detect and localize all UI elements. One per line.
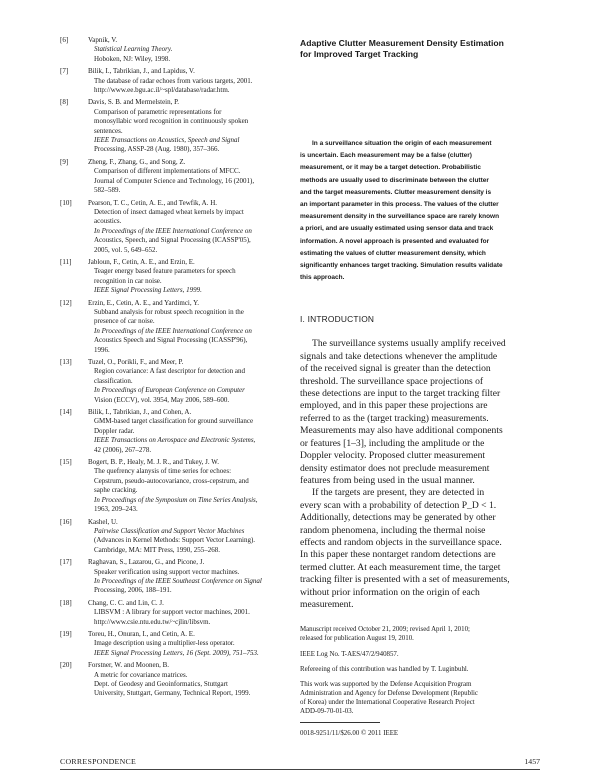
reference-line: The quefrency alanysis of time series for echoes: — [94, 467, 232, 476]
body-text — [300, 338, 540, 611]
reference-body — [88, 258, 282, 296]
reference-line: Bogert, B. P., Healy, M. J. R., and Tukey, J. W. — [88, 458, 219, 467]
body-line: density estimator does not preclude measurement — [300, 462, 490, 474]
page-footer — [60, 757, 540, 766]
reference-line: A metric for covariance matrices. — [94, 670, 188, 679]
article-title-line: Adaptive Clutter Measurement Density Estimation — [300, 38, 504, 48]
footnote-rule — [300, 722, 380, 723]
reference-line: Teager energy based feature parameters for speech — [94, 267, 236, 276]
reference-number: [19] — [60, 629, 72, 638]
reference-item — [60, 661, 282, 699]
reference-line: Erzin, E., Cetin, A. E., and Yardimci, Y. — [88, 298, 200, 307]
copyright-line: 0018-9251/11/$26.00 © 2011 IEEE — [300, 730, 399, 738]
abstract-line: information. A novel approach is presented and evaluated for — [300, 237, 490, 245]
reference-body — [88, 661, 282, 699]
body-line: random phenomena, including the thermal noise — [300, 524, 486, 536]
reference-line: Comparison of parametric representations for — [94, 107, 222, 116]
reference-body — [88, 98, 282, 154]
footnote-line: ADD-09-70-01-03. — [300, 708, 354, 716]
reference-line: Detection of insect damaged wheat kernels by impact — [94, 207, 244, 216]
reference-line: classification. — [94, 376, 133, 385]
reference-line: Processing, 2006, 188–191. — [94, 586, 172, 595]
reference-line: LIBSVM : A library for support vector machines, 2001. — [94, 608, 250, 617]
abstract-line: methods are usually used to discriminate between the clutter — [300, 176, 489, 184]
reference-line: In Proceedings of the IEEE Southeast Conference on Signal — [94, 576, 262, 585]
reference-body — [88, 458, 282, 514]
reference-line: Cepstrum, pseudo-autocovariance, cross-cepstrum, and — [94, 476, 249, 485]
reference-line: Cambridge, MA: MIT Press, 1990, 255–268. — [94, 545, 221, 554]
reference-line: Kashel, U. — [88, 517, 118, 526]
reference-line: Tuzel, O., Porikli, F., and Meer, P. — [88, 358, 184, 366]
footnote-line: released for publication August 19, 2010. — [300, 635, 414, 643]
reference-line: Comparison of different implementations of MFCC. — [94, 167, 241, 176]
body-line: If the targets are present, they are detected in — [312, 487, 485, 499]
abstract-line: significantly enhances target tracking. Simulation results validate — [300, 262, 503, 270]
reference-number: [8] — [60, 98, 69, 107]
reference-number: [9] — [60, 157, 69, 166]
reference-line: Bilik, I., Tabrikian, J., and Lapidus, V. — [88, 67, 195, 76]
body-line: Measurements may also have additional components — [300, 425, 503, 437]
body-line: Additionally, detections may be generated by other — [300, 512, 496, 524]
abstract-line: this approach. — [300, 274, 345, 282]
reference-list — [60, 36, 282, 702]
abstract-line: and the target measurements. Clutter measurement density is — [300, 188, 492, 196]
reference-line: Acoustics Speech and Signal Processing (ICASSP'96), — [94, 336, 248, 345]
reference-item — [60, 558, 282, 596]
reference-line: presence of car noise. — [94, 317, 155, 326]
footnote-line: of Korea) under the International Cooperative Research Project — [300, 698, 475, 706]
article-title-line: for Improved Target Tracking — [300, 49, 419, 59]
reference-number: [14] — [60, 408, 72, 417]
reference-body — [88, 558, 282, 596]
reference-body — [88, 36, 282, 64]
reference-number: [10] — [60, 198, 72, 207]
reference-body — [88, 199, 282, 255]
page-number: 1457 — [524, 757, 540, 766]
body-line: these detections are input to the target tracking filter — [300, 388, 501, 400]
reference-line: Pearson, T. C., Cetin, A. E., and Tewfik, A. H. — [88, 198, 218, 207]
reference-line: http://www.ee.bgu.ac.il/~spl/database/radar.htm. — [94, 86, 230, 95]
reference-line: Vision (ECCV), vol. 3954, May 2006, 589–600. — [94, 395, 230, 404]
reference-item — [60, 518, 282, 556]
reference-line: 582–589. — [94, 186, 121, 195]
reference-line: GMM-based target classification for ground surveillance — [94, 417, 254, 426]
footnotes — [300, 625, 540, 716]
footnote-paragraph — [300, 680, 540, 716]
reference-line: The database of radar echoes from various targets, 2001. — [94, 76, 253, 85]
body-line: of the received signal is greater than the detection — [300, 363, 491, 375]
reference-line: In Proceedings of the Symposium on Time Series Analysis, — [94, 495, 258, 504]
abstract — [300, 138, 540, 284]
reference-item — [60, 358, 282, 405]
article-column — [300, 38, 540, 738]
body-line: employed, and in this paper these projections are — [300, 400, 488, 412]
section-heading: I. INTRODUCTION — [300, 314, 375, 325]
footnote-line: Manuscript received October 21, 2009; revised April 1, 2010; — [300, 626, 470, 634]
reference-line: In Proceedings of European Conference on Computer — [94, 386, 245, 395]
article-title — [300, 38, 540, 60]
reference-line: IEEE Signal Processing Letters, 1999. — [94, 286, 202, 295]
reference-line: http://www.csie.ntu.edu.tw/~cjlin/libsvm. — [94, 617, 211, 626]
body-line: or features [1–3], including the amplitude or the — [300, 437, 485, 449]
reference-line: saphe cracking. — [94, 486, 138, 495]
reference-number: [11] — [60, 257, 72, 266]
reference-number: [7] — [60, 67, 69, 76]
reference-number: [16] — [60, 517, 72, 526]
reference-body — [88, 158, 282, 196]
reference-line: acoustics. — [94, 217, 122, 226]
reference-line: Pairwise Classification and Support Vector Machines — [94, 526, 245, 535]
reference-line: In Proceedings of the IEEE International Conference on — [94, 326, 252, 335]
abstract-line: In a surveillance situation the origin of each measurement — [312, 140, 492, 147]
body-line: effects and random objects in the surveillance space. — [300, 536, 502, 548]
body-line: The surveillance systems usually amplify received — [312, 338, 506, 350]
body-line: referred to as the (target tracking) measurements. — [300, 412, 489, 424]
reference-line: Raghavan, S., Lazarou, G., and Picone, J. — [88, 558, 205, 567]
reference-number: [18] — [60, 598, 72, 607]
reference-line: Zheng, F., Zhang, G., and Song, Z. — [88, 157, 186, 166]
body-line: In this paper these nontarget random detections are — [300, 549, 496, 561]
body-line: every scan with a probability of detection P_D < 1. — [300, 499, 497, 511]
reference-number: [13] — [60, 358, 72, 366]
footnote-line: IEEE Log No. T-AES/47/2/940857. — [300, 650, 399, 658]
reference-line: Jabloun, F., Cetin, A. E., and Erzin, E. — [88, 257, 195, 266]
reference-line: Acoustics, Speech, and Signal Processing (ICASSP'05), — [94, 236, 251, 245]
reference-number: [17] — [60, 558, 72, 567]
body-line: Doppler velocity. Proposed clutter measurement — [300, 450, 486, 462]
reference-number: [12] — [60, 298, 72, 307]
reference-line: monosyllabic word recognition in continuously spoken — [94, 117, 249, 126]
footnote-line: Administration and Agency for Defense Development (Republic — [300, 689, 478, 697]
reference-line: recognition in car noise. — [94, 276, 162, 285]
reference-line: Processing, ASSP-28 (Aug. 1980), 357–366. — [94, 145, 220, 154]
reference-body — [88, 599, 282, 627]
abstract-line: an important parameter in this process. The values of the clutter — [300, 201, 499, 209]
reference-line: University, Stuttgart, Germany, Technical Report, 1999. — [94, 689, 251, 698]
footer-rule — [60, 769, 540, 770]
abstract-line: a priori, and are usually estimated using sensor data and track — [300, 225, 494, 233]
reference-item — [60, 258, 282, 296]
reference-line: 1963, 209–243. — [94, 505, 138, 514]
reference-number: [6] — [60, 36, 69, 44]
reference-line: IEEE Transactions on Acoustics, Speech and Signal — [94, 136, 240, 145]
reference-body — [88, 358, 282, 405]
reference-line: Statistical Learning Theory. — [94, 45, 173, 54]
reference-item — [60, 299, 282, 355]
reference-line: Bilik, I., Tabrikian, J., and Cohen, A. — [88, 408, 192, 417]
abstract-line: estimating the values of clutter measurement density, which — [300, 249, 486, 257]
footnote-paragraph — [300, 625, 540, 643]
reference-line: Image description using a multiplier-less operator. — [94, 639, 235, 648]
reference-line: sentences. — [94, 126, 123, 135]
reference-line: Chang, C. C. and Lin, C. J. — [88, 598, 164, 607]
reference-line: Hoboken, NJ: Wiley, 1998. — [94, 54, 171, 63]
reference-line: Vapnik, V. — [88, 36, 118, 44]
footnote-paragraph — [300, 650, 540, 659]
reference-line: IEEE Signal Processing Letters, 16 (Sept. 2009), 751–753. — [94, 648, 259, 657]
footnote-line: Refereeing of this contribution was handled by T. Luginbuhl. — [300, 665, 469, 673]
reference-body — [88, 299, 282, 355]
body-line: termed clutter. At each measurement time, the target — [300, 561, 501, 573]
reference-item — [60, 36, 282, 64]
reference-line: 42 (2006), 267–278. — [94, 445, 152, 454]
reference-line: Speaker verification using support vector machines. — [94, 567, 240, 576]
reference-line: In Proceedings of the IEEE International Conference on — [94, 226, 252, 235]
reference-line: Journal of Computer Science and Technology, 16 (2001), — [94, 176, 255, 185]
reference-line: 2005, vol. 5, 649–652. — [94, 245, 158, 254]
reference-line: Subband analysis for robust speech recognition in the — [94, 307, 244, 316]
abstract-line: is uncertain. Each measurement may be a false (clutter) — [300, 152, 472, 160]
body-line: tracking filter is presented with a set of measurements, — [300, 574, 510, 586]
body-line: threshold. The surveillance space projections of — [300, 375, 484, 387]
reference-line: Dept. of Geodesy and Geoinformatics, Stuttgart — [94, 680, 228, 688]
footnote-paragraph — [300, 665, 540, 674]
reference-item — [60, 98, 282, 154]
reference-item — [60, 630, 282, 658]
body-line: features from being used in the usual manner. — [300, 474, 475, 486]
reference-line: IEEE Transactions on Aerospace and Electronic Systems, — [94, 436, 256, 445]
abstract-line: measurement density in the surveillance space are rarely known — [300, 213, 500, 221]
body-line: signals and take detections whenever the amplitude — [300, 350, 498, 362]
body-line: without prior information on the origin of each — [300, 586, 480, 598]
reference-item — [60, 199, 282, 255]
reference-body — [88, 518, 282, 556]
body-line: measurement. — [300, 598, 354, 610]
reference-item — [60, 67, 282, 95]
reference-number: [15] — [60, 458, 72, 467]
reference-line: (Advances in Kernel Methods: Support Vector Learning). — [94, 536, 256, 545]
reference-line: Doppler radar. — [94, 426, 135, 435]
reference-item — [60, 158, 282, 196]
footer-section: CORRESPONDENCE — [60, 757, 137, 766]
reference-body — [88, 67, 282, 95]
reference-item — [60, 408, 282, 455]
reference-body — [88, 408, 282, 455]
footnote-line: This work was supported by the Defense Acquisition Program — [300, 680, 472, 688]
reference-item — [60, 599, 282, 627]
abstract-line: measurement, or it may be a target detection. Probabilistic — [300, 164, 481, 172]
reference-body — [88, 630, 282, 658]
reference-number: [20] — [60, 661, 72, 670]
reference-item — [60, 458, 282, 514]
reference-line: Davis, S. B. and Mermelstein, P. — [88, 98, 179, 107]
reference-line: Forstner, W. and Moonen, B. — [88, 661, 169, 670]
reference-line: Region covariance: A fast descriptor for detection and — [94, 367, 246, 376]
reference-line: Toreu, H., Onuran, I., and Cetin, A. E. — [88, 629, 195, 638]
reference-line: 1996. — [94, 345, 110, 354]
